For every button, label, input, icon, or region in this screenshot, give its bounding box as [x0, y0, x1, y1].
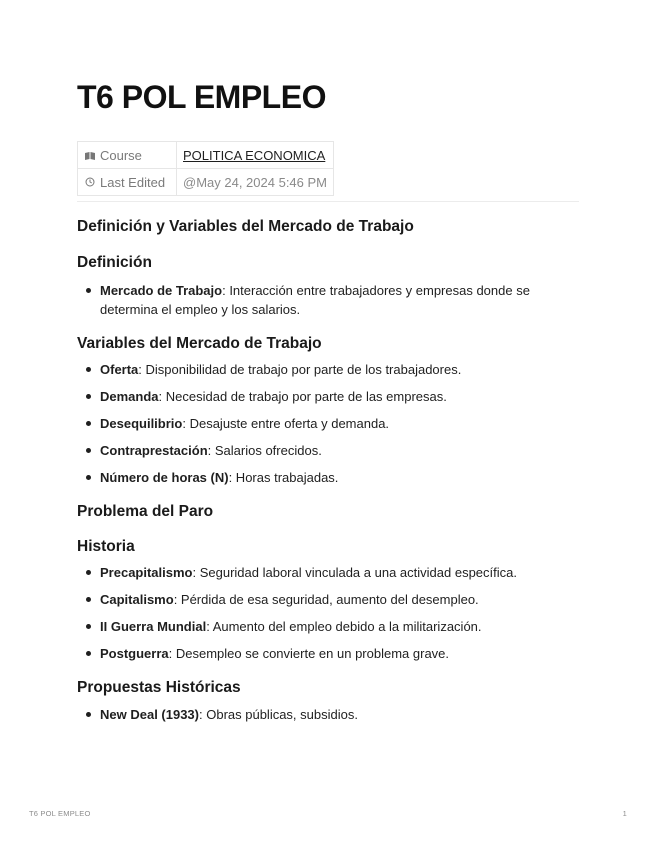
list-item: [77, 644, 579, 663]
list-item-text: : Salarios ofrecidos.: [207, 443, 322, 458]
last-edited-value: @May 24, 2024 5:46 PM: [183, 174, 327, 190]
list-item: [77, 387, 579, 406]
property-name: Course: [100, 147, 142, 163]
list-item-text: : Seguridad laboral vinculada a una actividad específica.: [192, 565, 517, 580]
list-item-term: Número de horas (N): [100, 470, 229, 485]
list-item-text: : Pérdida de esa seguridad, aumento del desempleo.: [173, 592, 479, 607]
list-item: [77, 441, 579, 460]
heading-definicion: Definición: [77, 254, 152, 271]
list-item-term: Contraprestación: [100, 443, 208, 458]
property-row-course: [78, 142, 334, 169]
heading-historia: Historia: [77, 538, 135, 555]
list-item-term: Postguerra: [100, 646, 169, 661]
list-item: [77, 281, 579, 319]
list-item-text: : Interacción entre trabajadores y empresas donde se determina el empleo y los salarios.: [100, 283, 530, 317]
variables-list: [77, 360, 579, 487]
list-item: [77, 468, 579, 487]
properties-table: [77, 141, 334, 196]
list-item: [77, 617, 579, 636]
property-row-last-edited: [78, 169, 334, 196]
clock-icon: [84, 177, 95, 189]
property-value-cell: [177, 169, 334, 196]
heading-variables: Variables del Mercado de Trabajo: [77, 335, 322, 352]
list-item-term: Precapitalismo: [100, 565, 193, 580]
heading-definicion-variables: Definición y Variables del Mercado de Trabajo: [77, 218, 414, 235]
list-item-text: : Disponibilidad de trabajo por parte de los trabajadores.: [138, 362, 462, 377]
page-number: 1: [622, 809, 627, 818]
list-item-text: : Desajuste entre oferta y demanda.: [182, 416, 390, 431]
document-body: [77, 217, 579, 724]
list-item-term: Mercado de Trabajo: [100, 283, 223, 298]
list-item-text: : Desempleo se convierte en un problema grave.: [168, 646, 450, 661]
list-item-term: New Deal (1933): [100, 707, 199, 722]
page-title: T6 POL EMPLEO: [77, 79, 326, 115]
course-link[interactable]: POLITICA ECONOMICA: [183, 147, 326, 163]
list-item-term: Demanda: [100, 389, 159, 404]
footer-title: T6 POL EMPLEO: [29, 809, 91, 818]
list-item-text: : Horas trabajadas.: [228, 470, 339, 485]
book-icon: [84, 152, 95, 162]
list-item: [77, 360, 579, 379]
propuestas-list: [77, 705, 579, 724]
divider: [77, 201, 579, 202]
heading-propuestas: Propuestas Históricas: [77, 679, 241, 696]
list-item-term: Oferta: [100, 362, 139, 377]
property-name-cell: [78, 142, 177, 169]
property-value-cell[interactable]: [177, 142, 334, 169]
list-item: [77, 705, 579, 724]
list-item-text: : Obras públicas, subsidios.: [199, 707, 358, 722]
list-item-term: Desequilibrio: [100, 416, 183, 431]
list-item-term: Capitalismo: [100, 592, 174, 607]
list-item: [77, 414, 579, 433]
definicion-list: [77, 281, 579, 319]
list-item-text: : Aumento del empleo debido a la militarización.: [206, 619, 482, 634]
property-name: Last Edited: [100, 174, 166, 190]
list-item: [77, 563, 579, 582]
list-item-term: II Guerra Mundial: [100, 619, 207, 634]
heading-problema-paro: Problema del Paro: [77, 503, 214, 520]
list-item: [77, 590, 579, 609]
property-name-cell: [78, 169, 177, 196]
list-item-text: : Necesidad de trabajo por parte de las empresas.: [158, 389, 447, 404]
historia-list: [77, 563, 579, 663]
